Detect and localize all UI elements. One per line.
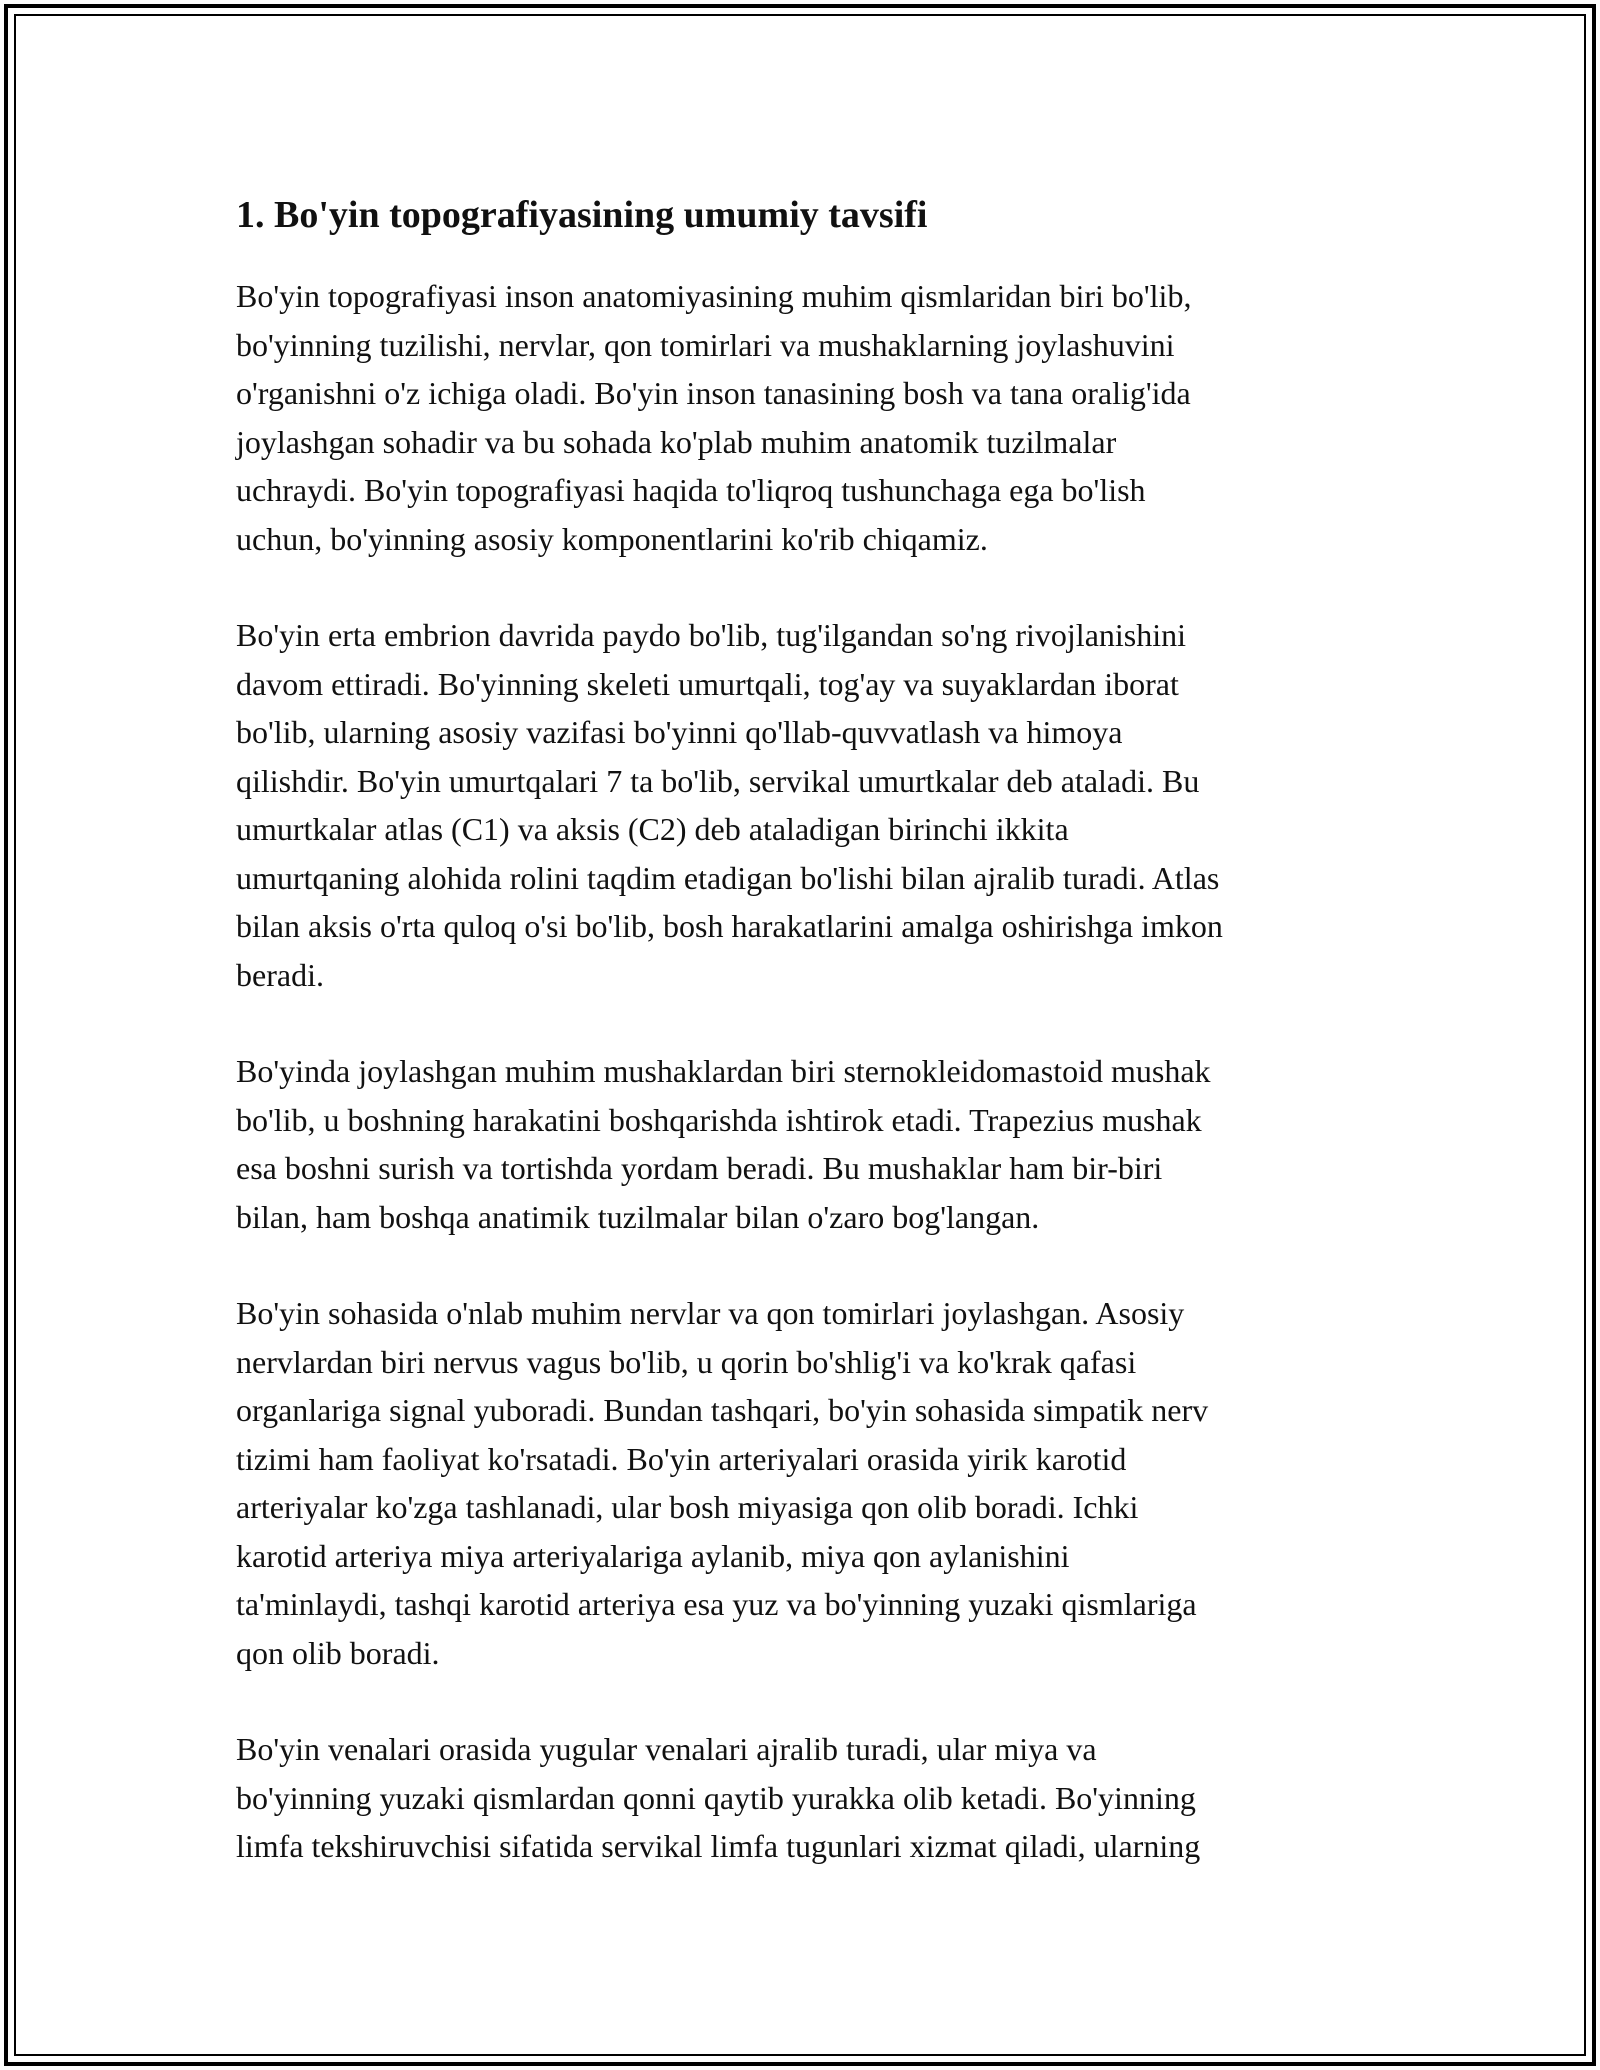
paragraph-3 [236,1047,1376,1241]
text-line: beradi. [236,956,324,993]
text-line: umurtqaning alohida rolini taqdim etadigan bo'lishi bilan ajralib turadi. Atlas [236,859,1220,896]
text-line: joylashgan sohadir va bu sohada ko'plab muhim anatomik tuzilmalar [236,423,1117,460]
text-line: umurtkalar atlas (C1) va aksis (C2) deb ataladigan birinchi ikkita [236,811,1069,847]
paragraph-2 [236,611,1376,999]
text-line: esa boshni surish va tortishda yordam beradi. Bu mushaklar ham bir-biri [236,1150,1163,1186]
text-line: qilishdir. Bo'yin umurtqalari 7 ta bo'lib, servikal umurtkalar deb ataladi. Bu [236,762,1200,799]
text-line: limfa tekshiruvchisi sifatida servikal limfa tugunlari xizmat qiladi, ularning [236,1828,1201,1864]
text-line: nervlardan biri nervus vagus bo'lib, u qorin bo'shlig'i va ko'krak qafasi [236,1343,1137,1380]
text-line: bo'lib, ularning asosiy vazifasi bo'yinni qo'llab-quvvatlash va himoya [236,714,1123,750]
text-line: Bo'yin erta embrion davrida paydo bo'lib, tug'ilgandan so'ng rivojlanishini [236,617,1187,653]
text-line: bilan aksis o'rta quloq o'si bo'lib, bosh harakatlarini amalga oshirishga imkon [236,908,1223,944]
text-line: bo'yinning tuzilishi, nervlar, qon tomirlari va mushaklarning joylashuvini [236,326,1175,363]
text-line: organlariga signal yuboradi. Bundan tashqari, bo'yin sohasida simpatik nerv [236,1392,1209,1428]
text-line: Bo'yin topografiyasi inson anatomiyasining muhim qismlaridan biri bo'lib, [236,278,1192,314]
text-line: davom ettiradi. Bo'yinning skeleti umurtqali, tog'ay va suyaklardan iborat [236,665,1179,702]
paragraph-5 [236,1725,1376,1871]
text-line: karotid arteriya miya arteriyalariga aylanib, miya qon aylanishini [236,1537,1070,1574]
section-heading: 1. Bo'yin topografiyasining umumiy tavsifi [236,194,928,236]
document-body [236,188,1376,1919]
text-line: Bo'yinda joylashgan muhim mushaklardan biri sternokleidomastoid mushak [236,1053,1211,1089]
text-line: Bo'yin venalari orasida yugular venalari ajralib turadi, ular miya va [236,1731,1097,1767]
text-line: o'rganishni o'z ichiga oladi. Bo'yin inson tanasining bosh va tana oralig'ida [236,375,1191,411]
paragraph-4 [236,1289,1376,1677]
text-line: bilan, ham boshqa anatimik tuzilmalar bilan o'zaro bog'langan. [236,1198,1040,1235]
text-line: Bo'yin sohasida o'nlab muhim nervlar va qon tomirlari joylashgan. Asosiy [236,1295,1185,1331]
text-line: qon olib boradi. [236,1634,440,1671]
text-line: uchraydi. Bo'yin topografiyasi haqida to'liqroq tushunchaga ega bo'lish [236,472,1146,508]
text-line: bo'lib, u boshning harakatini boshqarishda ishtirok etadi. Trapezius mushak [236,1101,1202,1138]
text-line: arteriyalar ko'zga tashlanadi, ular bosh miyasiga qon olib boradi. Ichki [236,1489,1139,1525]
text-line: bo'yinning yuzaki qismlardan qonni qaytib yurakka olib ketadi. Bo'yinning [236,1779,1196,1816]
text-line: tizimi ham faoliyat ko'rsatadi. Bo'yin arteriyalari orasida yirik karotid [236,1440,1127,1477]
text-line: ta'minlaydi, tashqi karotid arteriya esa yuz va bo'yinning yuzaki qismlariga [236,1586,1197,1622]
text-line: uchun, bo'yinning asosiy komponentlarini ko'rib chiqamiz. [236,520,988,557]
paragraph-1 [236,272,1376,563]
